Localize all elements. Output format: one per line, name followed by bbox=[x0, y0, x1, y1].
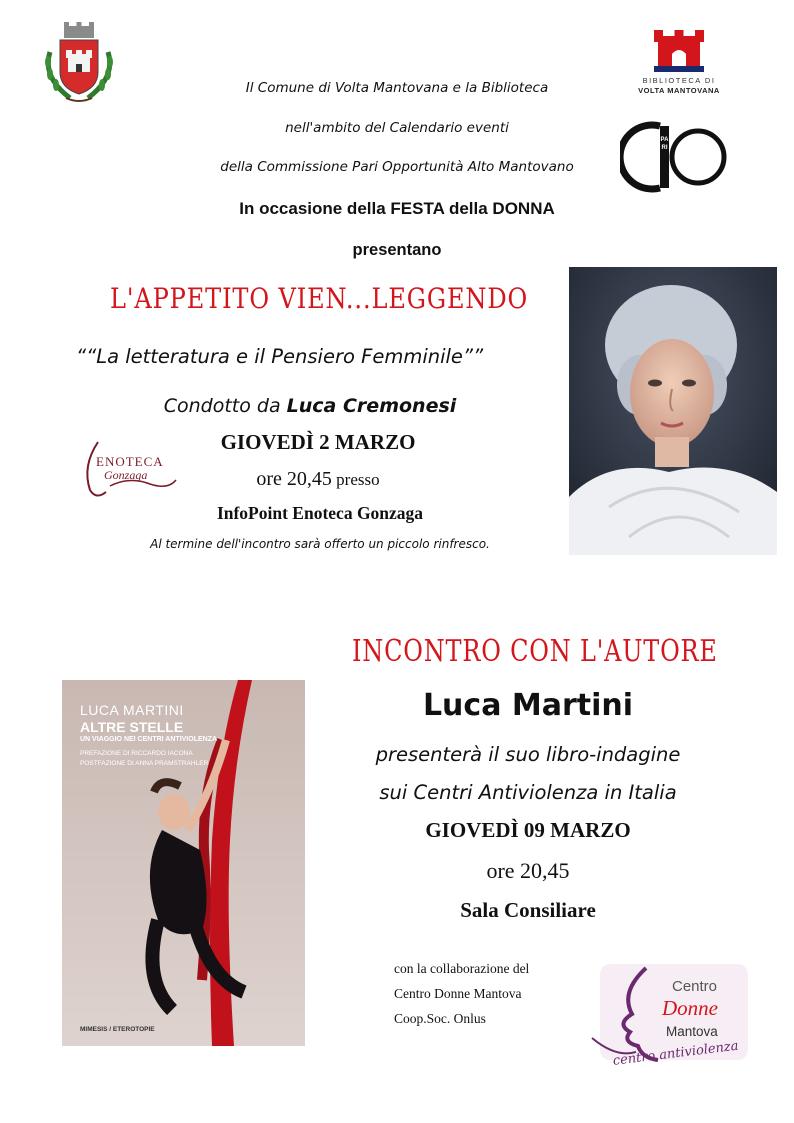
event1-date: GIOVEDÌ 2 MARZO bbox=[220, 430, 416, 454]
enoteca-logo-text-1: ENOTECA bbox=[96, 454, 164, 469]
book-publisher: MIMESIS / ETEROTOPIE bbox=[80, 1026, 155, 1033]
header-line-2: nell'ambito del Calendario eventi bbox=[285, 120, 509, 136]
enoteca-gonzaga-logo bbox=[80, 436, 180, 500]
event1-title: L'APPETITO VIEN...LEGGENDO bbox=[110, 282, 529, 315]
event1-conducted-name: Luca Cremonesi bbox=[286, 395, 457, 417]
enoteca-logo-text-2: Gonzaga bbox=[104, 468, 148, 482]
portrait-painting-image bbox=[569, 267, 777, 555]
centro-donne-logo bbox=[586, 962, 754, 1080]
header-line-1: Il Comune di Volta Mantovana e la Biblioteca bbox=[245, 80, 549, 96]
biblioteca-logo-text-2: VOLTA MANTOVANA bbox=[638, 86, 720, 95]
event2-title: INCONTRO CON L'AUTORE bbox=[352, 634, 718, 669]
collab-line-2: Centro Donne Mantova bbox=[394, 986, 522, 1001]
header-line-5: presentano bbox=[352, 241, 442, 259]
event2-desc-1: presenterà il suo libro-indagine bbox=[375, 743, 681, 766]
event1-time-suffix: presso bbox=[331, 470, 380, 489]
book-preface: PREFAZIONE DI RICCARDO IACONA bbox=[80, 750, 193, 757]
event1-time: ore 20,45 bbox=[256, 468, 332, 490]
centro-logo-text-3: Mantova bbox=[666, 1024, 718, 1039]
book-author: LUCA MARTINI bbox=[80, 702, 184, 718]
event2-time: ore 20,45 bbox=[486, 858, 570, 883]
header-line-3: della Commissione Pari Opportunità Alto Mantovano bbox=[220, 159, 574, 175]
biblioteca-logo-text-1: BIBLIOTECA DI bbox=[642, 76, 716, 85]
book-subtitle: UN VIAGGIO NEI CENTRI ANTIVIOLENZA bbox=[80, 736, 218, 743]
collab-line-3: Coop.Soc. Onlus bbox=[394, 1011, 486, 1026]
book-postface: POSTFAZIONE DI ANNA PRAMSTRAHLER bbox=[80, 760, 209, 767]
centro-logo-text-2: Donne bbox=[662, 996, 718, 1020]
centro-logo-text-4: centro antiviolenza bbox=[612, 1038, 740, 1069]
event1-conducted bbox=[0, 395, 620, 417]
event1-note: Al termine dell'incontro sarà offerto un piccolo rinfresco. bbox=[150, 537, 490, 551]
event1-conducted-prefix: Condotto da bbox=[163, 395, 287, 417]
event1-place: InfoPoint Enoteca Gonzaga bbox=[216, 503, 424, 523]
centro-logo-text-1: Centro bbox=[672, 978, 718, 995]
collab-line-1: con la collaborazione del bbox=[394, 961, 530, 976]
book-cover-image bbox=[62, 680, 305, 1046]
event2-place: Sala Consiliare bbox=[460, 898, 596, 922]
event1-subtitle: ““La letteratura e il Pensiero Femminile”” bbox=[76, 345, 484, 368]
event2-author: Luca Martini bbox=[422, 688, 634, 723]
event2-desc-2: sui Centri Antiviolenza in Italia bbox=[379, 781, 677, 804]
event2-date: GIOVEDÌ 09 MARZO bbox=[425, 818, 631, 842]
book-title: ALTRE STELLE bbox=[80, 719, 184, 735]
pari-vertical-text: PARI bbox=[660, 137, 669, 151]
header-line-4: In occasione della FESTA della DONNA bbox=[239, 199, 555, 218]
